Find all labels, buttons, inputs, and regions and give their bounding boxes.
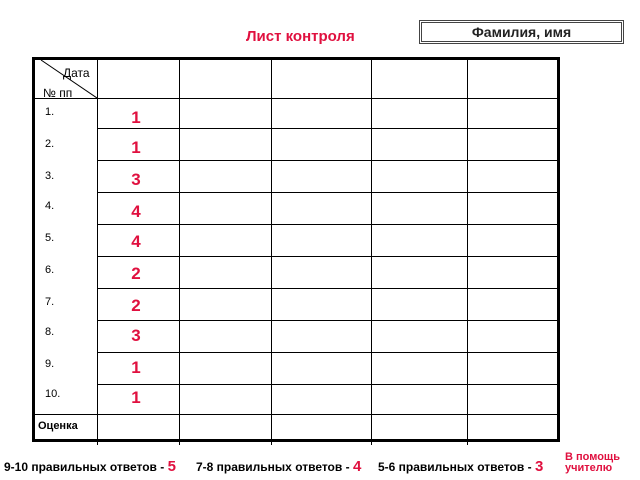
answer-cell: 3 [131,326,141,345]
answer-cell: 2 [131,264,141,283]
column-divider [271,60,272,445]
row-number: 10. [45,388,61,400]
row-divider [97,224,560,225]
scoring-grade: 4 [352,458,362,475]
column-divider [467,60,468,445]
teacher-help-link[interactable] [565,452,620,474]
row-divider [97,98,560,99]
row-divider [97,288,560,289]
row-number: 5. [45,232,55,244]
row-divider [97,192,560,193]
name-field[interactable]: Фамилия, имя [419,20,624,44]
row-number: 9. [45,358,55,370]
row-number: 8. [45,326,55,338]
grade-label: Оценка [38,420,78,432]
row-divider [35,414,560,415]
answer-cell: 1 [131,138,141,157]
answer-cell: 1 [131,358,141,377]
row-divider [97,128,560,129]
control-sheet-table [32,57,560,442]
row-divider [97,352,560,353]
scoring-text: 5-6 правильных ответов - [378,460,532,474]
row-divider [97,160,560,161]
header-date-label: Дата [63,66,90,80]
column-divider [371,60,372,445]
helper-line: В помощь [565,451,620,463]
row-divider [97,256,560,257]
scoring-grade: 5 [167,458,176,475]
answer-cell: 4 [131,202,141,221]
header-number-label: № пп [43,86,73,100]
row-number: 1. [45,106,55,118]
page-title: Лист контроля [246,28,355,45]
scoring-grade: 3 [534,458,544,475]
row-number: 2. [45,138,55,150]
helper-line: учителю [565,462,613,474]
answer-cell: 4 [131,232,141,251]
scoring-rule-4 [196,458,361,475]
row-number: 4. [45,200,55,212]
column-divider [179,60,180,445]
row-number: 3. [45,170,55,182]
answer-cell: 1 [131,388,141,407]
row-divider [97,320,560,321]
row-number: 7. [45,296,55,308]
answer-cell: 1 [131,108,141,127]
scoring-text: 7-8 правильных ответов - [196,460,350,474]
scoring-text: 9-10 правильных ответов - [4,460,165,474]
row-divider [97,384,560,385]
answer-cell: 2 [131,296,141,315]
row-number: 6. [45,264,55,276]
scoring-rule-3 [378,458,543,475]
scoring-rule-5 [4,458,176,475]
answer-cell: 3 [131,170,141,189]
column-divider [97,60,98,445]
